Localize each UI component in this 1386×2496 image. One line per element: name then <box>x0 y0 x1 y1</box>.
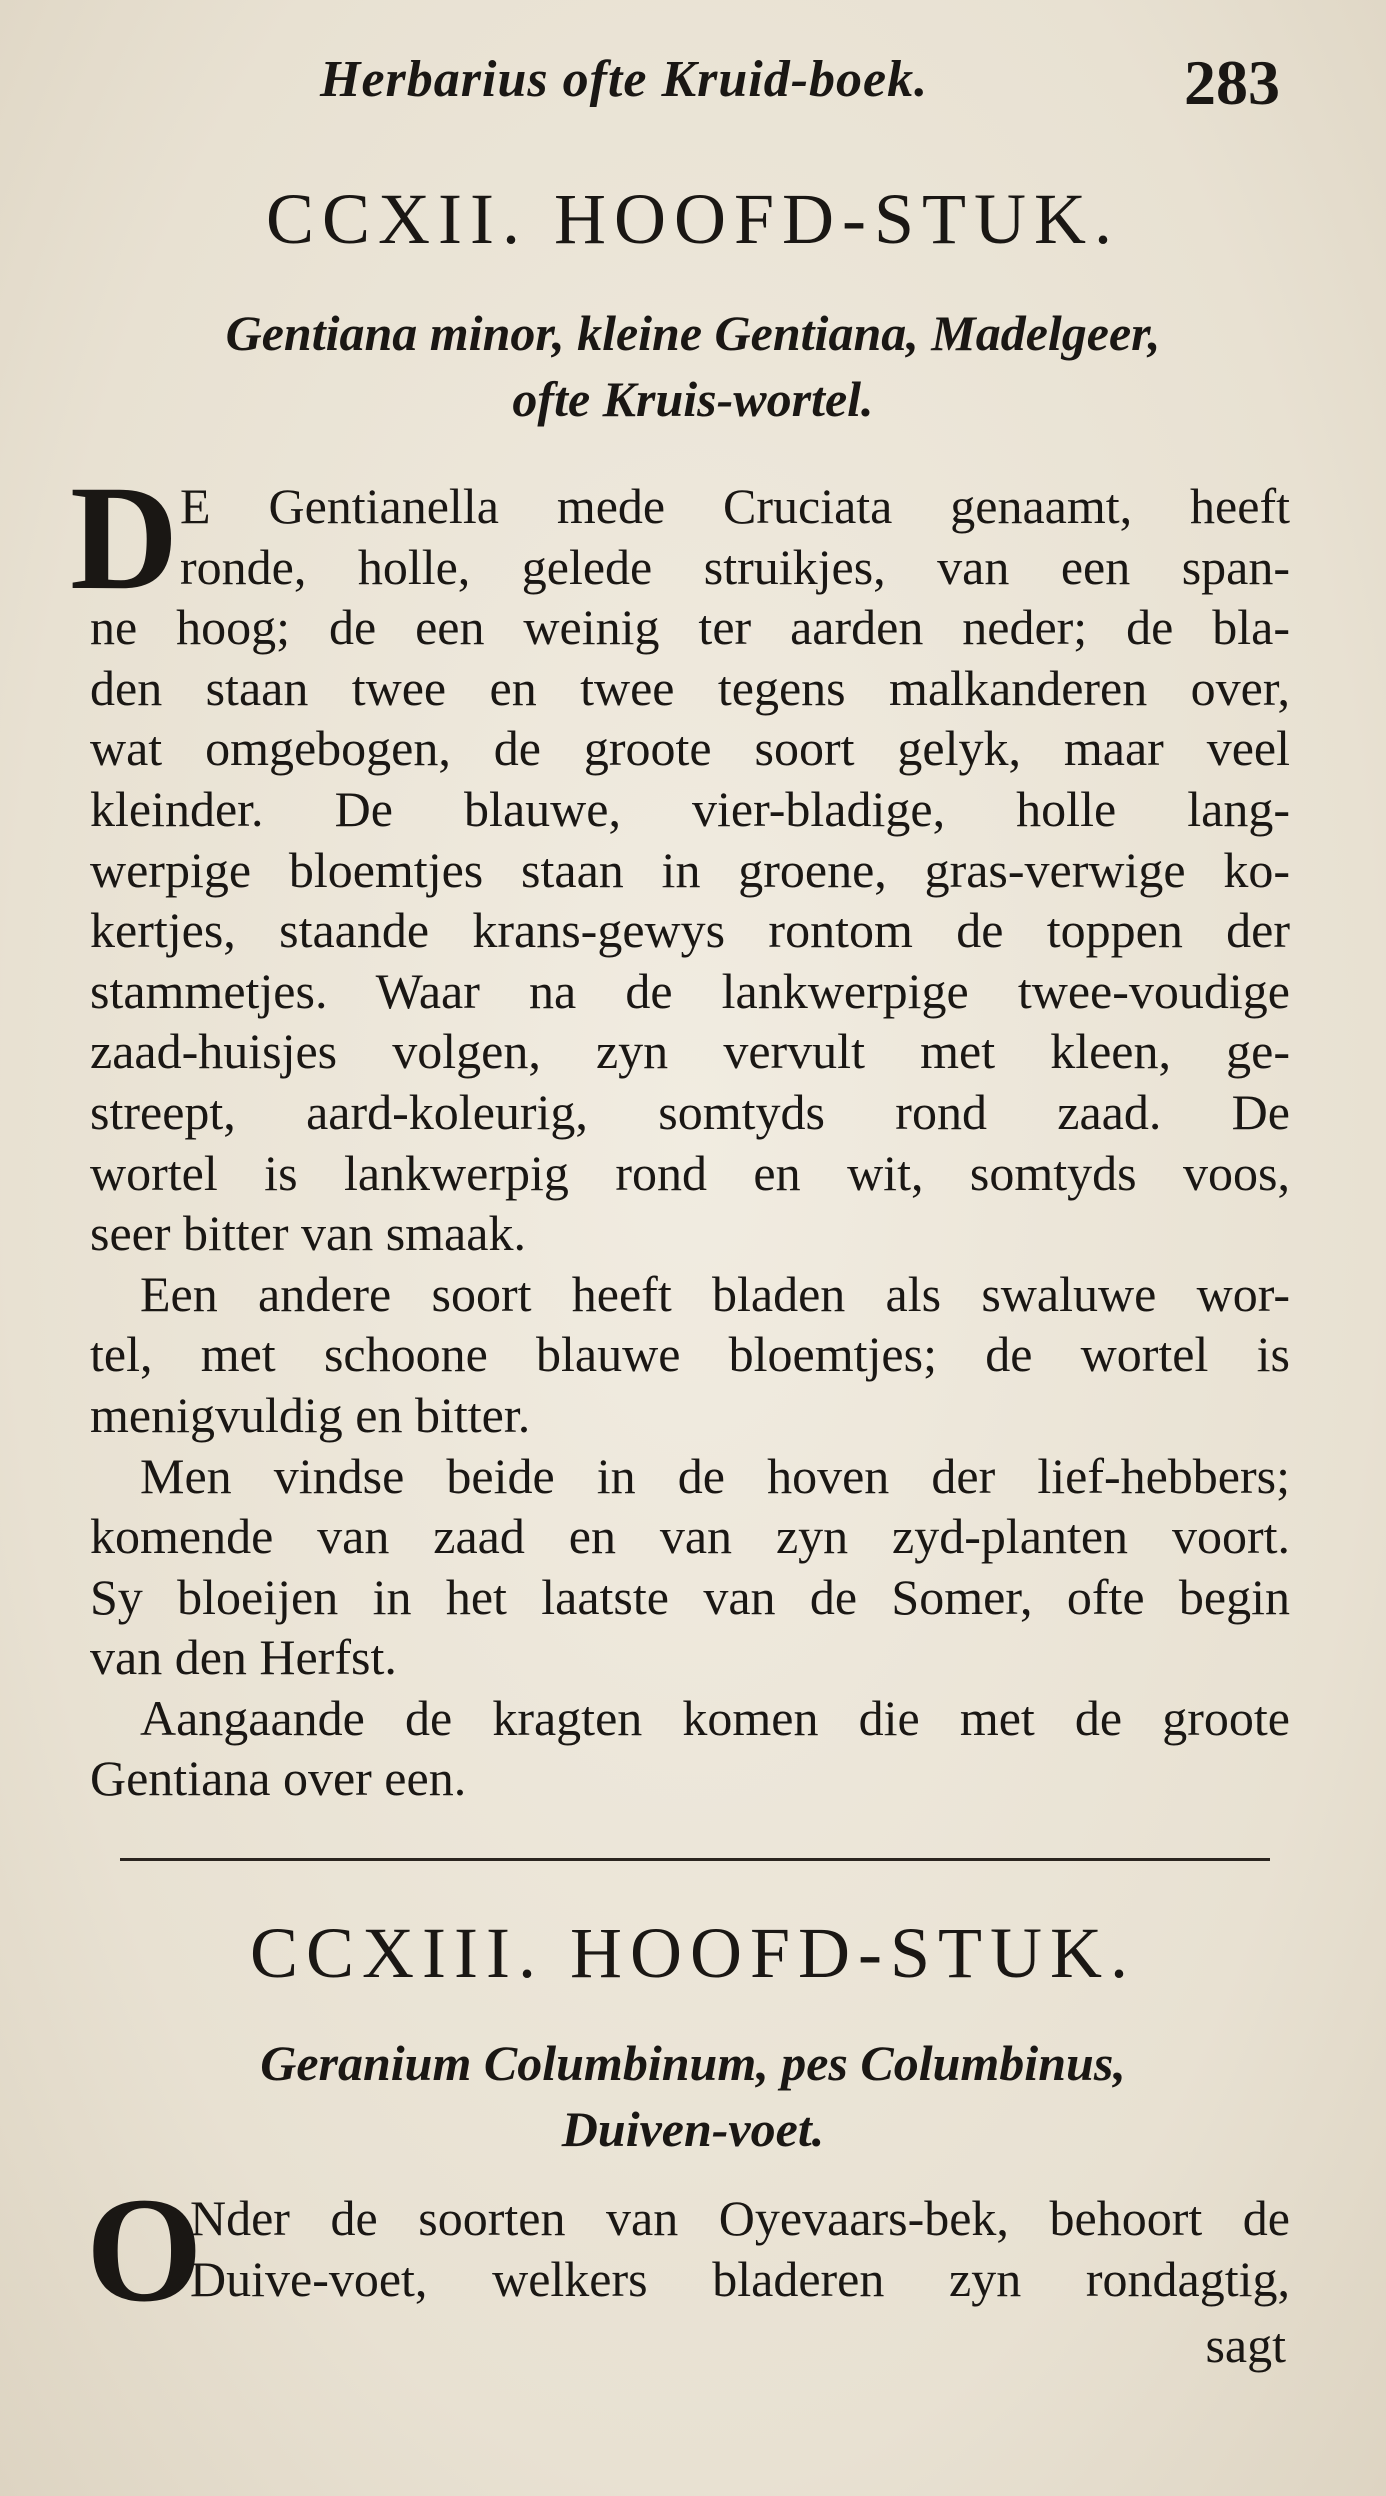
text-line: stammetjes. Waar na de lankwerpige twee-voudige <box>90 962 1290 1019</box>
section-divider <box>120 1858 1270 1861</box>
paragraph <box>90 1264 1290 1446</box>
text-line: Sy bloeijen in het laatste van de Somer, ofte begin <box>90 1568 1290 1625</box>
text-line: Een andere soort heeft bladen als swaluwe wor- <box>140 1265 1290 1322</box>
text-line: van den Herfst. <box>90 1629 397 1686</box>
text-line: E Gentianella mede Cruciata genaamt, heeft <box>180 478 1290 534</box>
subtitle-line: Duiven-voet. <box>561 2101 825 2157</box>
text-line: ronde, holle, gelede struikjes, van een span- <box>180 538 1290 595</box>
text-line: Men vindse beide in de hoven der lief-hebbers; <box>140 1447 1290 1504</box>
text-line: Nder de soorten van Oyevaars-bek, behoort de <box>190 2190 1290 2246</box>
chapter-body <box>90 476 1290 1809</box>
text-line: kertjes, staande krans-gewys rontom de toppen der <box>90 902 1290 959</box>
text-line: komende van zaad en van zyn zyd-planten voort. <box>90 1508 1290 1565</box>
paragraph <box>90 476 1290 1264</box>
text-line: zaad-huisjes volgen, zyn vervult met kleen, ge- <box>90 1023 1290 1080</box>
subtitle-line: ofte Kruis-wortel. <box>512 371 874 427</box>
paragraph <box>90 1688 1290 1809</box>
text-line: menigvuldig en bitter. <box>90 1386 531 1443</box>
chapter-heading: CCXIII. HOOFD-STUK. <box>250 1913 1136 1993</box>
running-head <box>320 40 1280 130</box>
subtitle-line: Gentiana minor, kleine Gentiana, Madelgeer, <box>225 305 1161 361</box>
page-number: 283 <box>1184 47 1280 118</box>
text-line: wortel is lankwerpig rond en wit, somtyds voos, <box>90 1144 1290 1201</box>
catchword: sagt <box>1205 2317 1286 2373</box>
subtitle-line: Geranium Columbinum, pes Columbinus, <box>260 2035 1126 2091</box>
text-line: Gentiana over een. <box>90 1750 467 1807</box>
paragraph <box>90 1446 1290 1688</box>
chapter-subtitle <box>0 2030 1386 2162</box>
text-line: Aangaande de kragten komen die met de groote <box>140 1689 1290 1746</box>
chapter-heading: CCXII. HOOFD-STUK. <box>265 179 1120 259</box>
drop-cap: D <box>70 455 179 621</box>
text-line: Duive-voet, welkers bladeren zyn rondagtig, <box>190 2250 1290 2307</box>
text-line: kleinder. De blauwe, vier-bladige, holle lang- <box>90 780 1290 837</box>
running-head-title: Herbarius ofte Kruid-boek. <box>320 51 929 108</box>
text-line: werpige bloemtjes staan in groene, gras-verwige ko- <box>90 841 1290 898</box>
drop-cap: O <box>86 2167 203 2333</box>
text-line: ne hoog; de een weinig ter aarden neder; de bla- <box>90 599 1290 656</box>
text-line: streept, aard-koleurig, somtyds rond zaad. De <box>90 1083 1290 1140</box>
chapter-body <box>90 2188 1290 2309</box>
chapter-subtitle <box>0 300 1386 432</box>
text-line: den staan twee en twee tegens malkanderen over, <box>90 659 1290 716</box>
text-line: seer bitter van smaak. <box>90 1205 526 1262</box>
text-line: tel, met schoone blauwe bloemtjes; de wortel is <box>90 1326 1290 1383</box>
text-line: wat omgebogen, de groote soort gelyk, maar veel <box>90 720 1290 777</box>
